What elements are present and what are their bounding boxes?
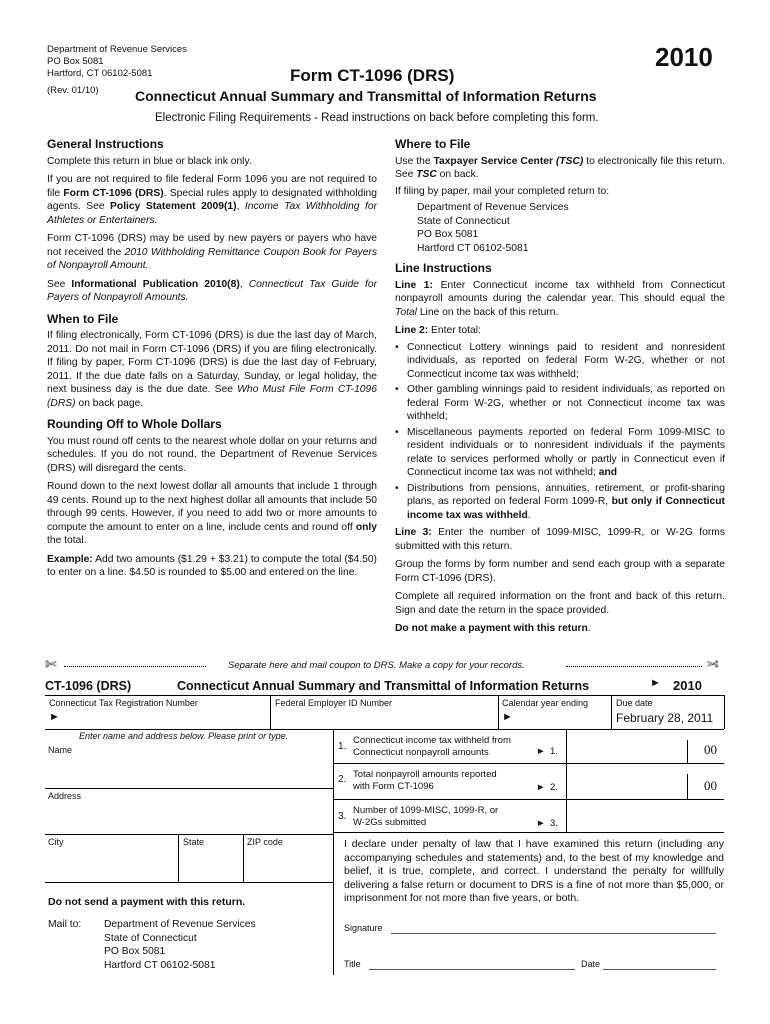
arrow-icon: ► [536,782,546,793]
rounding-heading: Rounding Off to Whole Dollars [47,417,222,431]
line2-bullets [395,341,725,523]
general-p1: Complete this return in blue or black ink only. [47,155,252,167]
enter-name-note: Enter name and address below. Please print or type. [79,731,289,741]
coupon-form-id: CT-1096 (DRS) [45,679,132,693]
city-input[interactable] [48,849,174,877]
line1-number: 1. [338,741,347,752]
general-p4: See Informational Publication 2010(8), Connecticut Tax Guide for Payers of Nonpayroll Amounts. [47,278,377,303]
agency-name: Department of Revenue Services [47,44,187,55]
mail-to-label: Mail to: [48,919,82,930]
line3-input[interactable] [570,810,720,828]
example-p: Example: Add two amounts ($1.29 + $3.21) to compute the total ($4.50) to enter on a line. $4.50 is rounded to $5.00 and entered on the line. [47,553,377,578]
when-p1: If filing electronically, Form CT-1096 (DRS) is due the last day of March, 2011. Do not mail in Form CT-1096 (DRS) if you are filing electronically. If filing by paper, Form CT-1096 (DRS) is due the last day of February, 2011. If the due date falls on a Saturday, Sunday, or legal holiday, the next business day is the due date. See Who Must File Form CT-1096 (DRS) on back page. [47,330,377,409]
when-to-file-heading: When to File [47,311,119,326]
date-label: Date [581,959,601,969]
line2-input[interactable] [570,777,682,795]
line1-desc-text: Connecticut income tax withheld from [353,735,511,746]
no-payment-instr: Do not make a payment with this return. [395,623,591,634]
line2-desc-text: Total nonpayroll amounts reported [353,769,497,780]
address-label: Address [48,791,82,801]
line1-desc-text: Connecticut nonpayroll amounts [353,747,489,758]
signature-field[interactable] [391,914,716,932]
where-to-file-heading: Where to File [395,137,471,151]
revision: (Rev. 01/10) [47,85,99,96]
agency-pobox: PO Box 5081 [47,56,104,67]
mail-address-line: PO Box 5081 [417,229,479,240]
general-p3: Form CT-1096 (DRS) may be used by new payers or payers who have not received the 2010 Withholding Remittance Coupon Book for Payers of Nonpayroll Amount. [47,233,377,271]
line1-instr: Line 1: Enter Connecticut income tax withheld from Connecticut nonpayroll amounts during the calendar year. This should equal the Total Line on the back of this return. [395,279,725,318]
arrow-icon: ► [536,818,546,829]
cut-line-left [64,666,206,667]
name-label: Name [48,745,73,755]
mail-to-line: Hartford CT 06102-5081 [104,959,216,971]
line2-ref: 2. [550,782,558,793]
address-input[interactable] [48,802,328,830]
line1-input[interactable] [570,742,682,760]
line2-desc-text: with Form CT-1096 [353,781,434,792]
reg-number-label: Connecticut Tax Registration Number [49,698,198,708]
general-instructions-heading: General Instructions [47,137,164,151]
line1-ref: 1. [550,746,558,757]
line3-desc-text: Number of 1099-MISC, 1099-R, or [353,805,499,816]
bullet-item: • Distributions from pensions, annuities, retirement, or profit-sharing plans, as reported on federal Form 1099-R, but only if Connecticut income tax was withheld. [395,482,725,523]
signature-label: Signature [344,923,383,933]
agency-city: Hartford, CT 06102-5081 [47,68,153,79]
mail-address-line: Hartford CT 06102-5081 [417,242,529,254]
title-label: Title [344,959,361,969]
state-input[interactable] [182,849,239,877]
line2-instr: Line 2: Enter total: [395,325,481,336]
line2-cents: 00 [704,778,717,793]
fein-input[interactable] [275,708,493,726]
line2-number: 2. [338,774,347,785]
group-instr: Group the forms by form number and send each group with a separate Form CT-1096 (DRS). [395,559,725,584]
arrow-icon: ► [49,711,60,723]
no-payment-coupon: Do not send a payment with this return. [48,896,246,908]
declaration-text: I declare under penalty of law that I have examined this return (including any accompanying schedules and statements) and, to the best of my knowledge and belief, it is true, complete, and correct. I understand the penalty for willfully delivering a false return or document to DRS is a fine of not more than $5,000, or imprisonment for not more than five years, or both. [344,838,724,904]
date-field[interactable] [603,950,716,968]
line1-desc [353,735,511,759]
arrow-icon: ► [650,677,661,689]
calendar-year-input[interactable] [515,708,607,726]
arrow-icon: ► [536,746,546,757]
zip-input[interactable] [247,849,329,877]
arrow-icon: ► [502,711,513,723]
where-p1: Use the Taxpayer Service Center (TSC) to electronically file this return. See TSC on back. [395,155,725,180]
cut-instructions: Separate here and mail coupon to DRS. Make a copy for your records. [228,660,525,671]
coupon-title: Connecticut Annual Summary and Transmittal of Information Returns [177,679,590,693]
form-year: 2010 [655,42,713,72]
scissors-icon: ✄ [707,656,719,672]
title-field[interactable] [369,950,575,968]
line3-desc [353,805,498,829]
cut-line-right [566,666,702,667]
due-date-label: Due date [616,698,653,708]
form-title: Form CT-1096 (DRS) [290,66,455,85]
line1-cents: 00 [704,742,717,757]
line3-number: 3. [338,811,347,822]
mail-address [395,201,725,255]
bullet-item: • Connecticut Lottery winnings paid to resident and nonresident individuals, as reported on federal Form W-2G, whether or not Connecticut income tax was withheld; [395,341,725,382]
fein-label: Federal Employer ID Number [275,698,393,708]
calendar-year-label: Calendar year ending [502,698,589,708]
mail-to-line: Department of Revenue Services [104,919,256,930]
right-column [395,138,725,636]
line3-desc-text: W-2Gs submitted [353,817,427,828]
bullet-item: • Other gambling winnings paid to resident individuals, as reported on federal Form W-2G, whether or not Connecticut income tax was withheld; [395,383,725,424]
mail-to-line: PO Box 5081 [104,946,166,957]
line3-ref: 3. [550,818,558,829]
state-label: State [183,837,205,847]
scissors-icon: ✄ [45,656,57,672]
line3-instr: Line 3: Enter the number of 1099-MISC, 1099-R, or W-2G forms submitted with this return. [395,527,725,552]
general-p2: If you are not required to file federal Form 1096 you are not required to file Form CT-1096 (DRS). Special rules apply to designated withholding agents. See Policy Statement 2009(1), Income Tax Withholding for Athletes or Entertainers. [47,174,377,226]
left-column [47,138,377,580]
line2-desc [353,769,497,793]
round-p2: Round down to the next lowest dollar all amounts that include 1 through 49 cents. Round up to the next highest dollar all amounts that include 50 through 99 cents. However, if you need to add two or more amounts to compute the amount to enter on a line, include cents and round off only the total. [47,481,377,546]
complete-instr: Complete all required information on the front and back of this return. Sign and date the return in the space provided. [395,591,725,616]
line-instructions-heading: Line Instructions [395,261,492,275]
city-label: City [48,837,64,847]
round-p1: You must round off cents to the nearest whole dollar on your returns and schedules. If you do not round, the Department of Revenue Services (DRS) will disregard the cents. [47,435,377,474]
where-p2: If filing by paper, mail your completed return to: [395,185,610,197]
efile-note: Electronic Filing Requirements - Read instructions on back before completing this form. [155,112,599,124]
mail-to-address [104,918,256,972]
bullet-item: • Miscellaneous payments reported on federal Form 1099-MISC to resident individuals or to nonresident individuals if the payments relate to services performed wholly or partly in Connecticut even if Connecticut income tax was not withheld; and [395,426,725,480]
mail-address-line: Department of Revenue Services [417,202,569,213]
mail-address-line: State of Connecticut [417,215,510,227]
form-subtitle: Connecticut Annual Summary and Transmittal of Information Returns [135,88,597,104]
name-input[interactable] [48,756,328,784]
due-date-value: February 28, 2011 [616,711,714,725]
reg-number-input[interactable] [62,708,262,726]
coupon-year: 2010 [673,678,702,693]
mail-to-line: State of Connecticut [104,932,197,944]
zip-label: ZIP code [247,837,283,847]
